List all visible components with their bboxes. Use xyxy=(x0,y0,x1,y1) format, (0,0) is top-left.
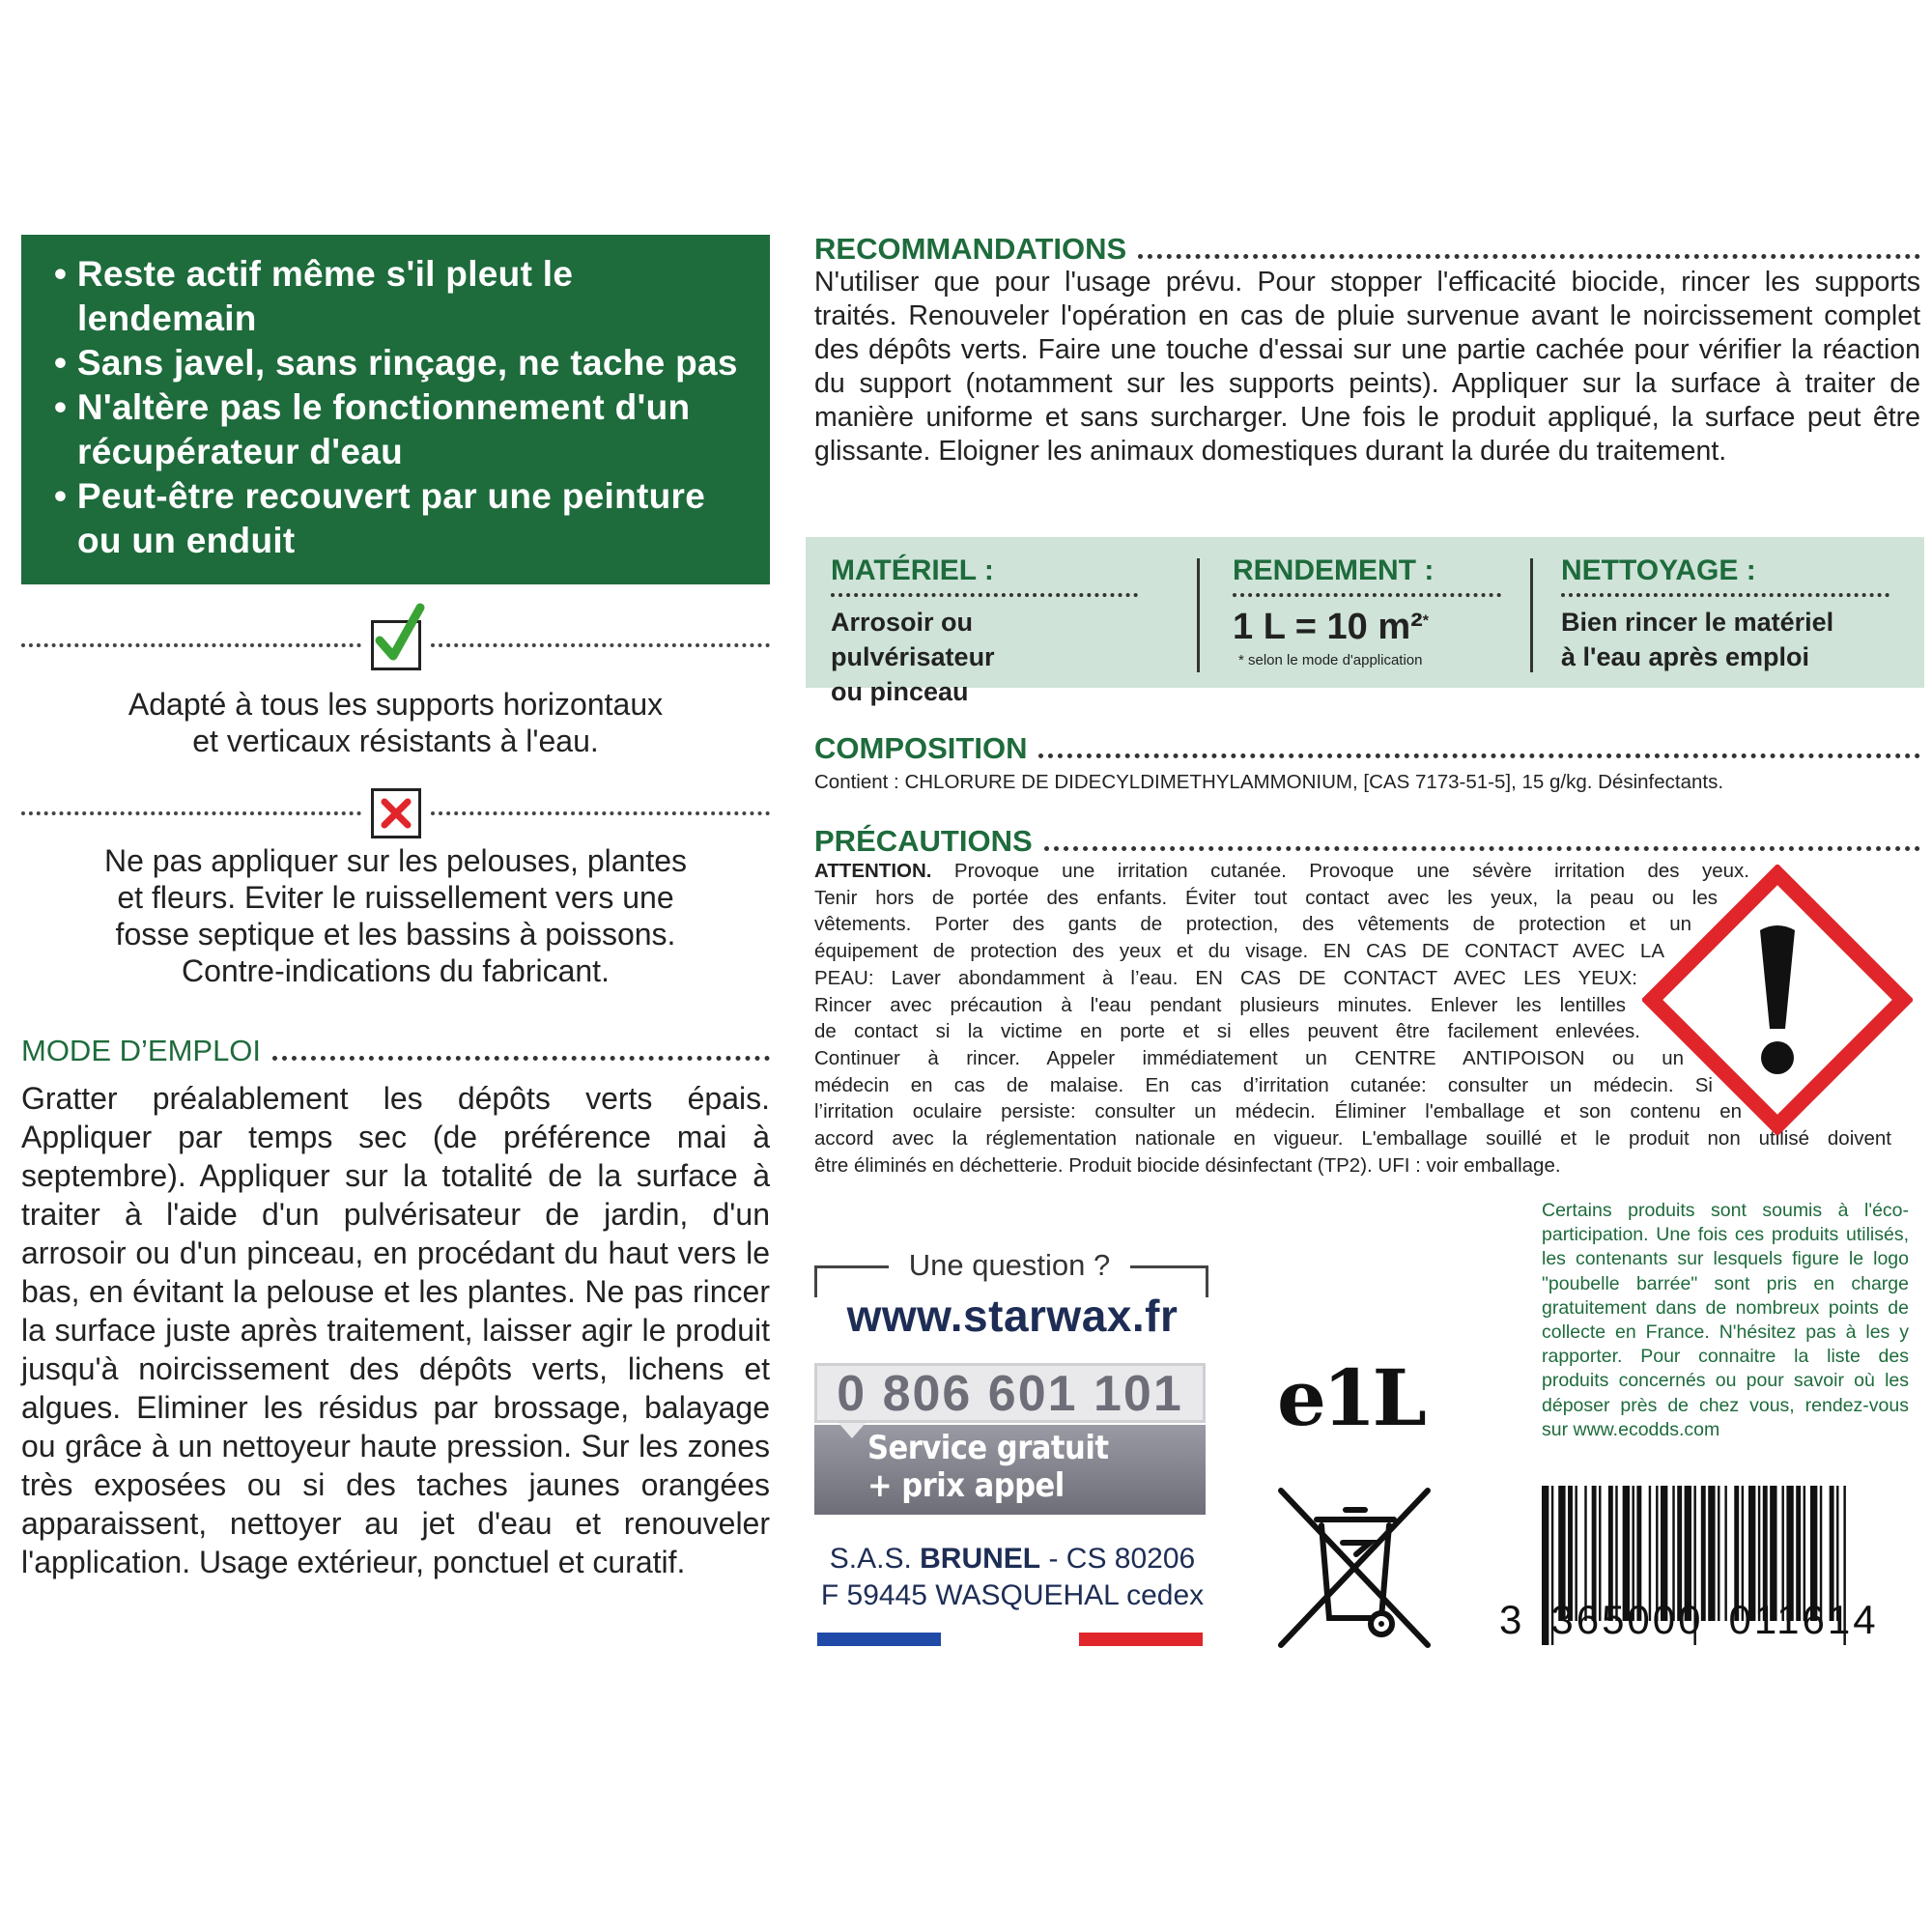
precaution-line: équipement de protection des yeux et du visage. EN CAS DE CONTACT AVEC LA xyxy=(814,940,1664,963)
rendement-column xyxy=(1233,554,1501,668)
service-line: Service gratuit xyxy=(867,1429,1109,1467)
company-name: BRUNEL xyxy=(920,1543,1041,1575)
precaution-line: ATTENTION. Provoque une irritation cutanée. Provoque une sévère irritation des yeux. xyxy=(814,860,1749,882)
suitable-text xyxy=(21,686,770,759)
rendement-title: RENDEMENT : xyxy=(1233,554,1501,597)
benefits-box xyxy=(21,235,770,584)
exclamation-hazard-icon xyxy=(1642,865,1913,1135)
nettoyage-title: NETTOYAGE : xyxy=(1561,554,1889,597)
company-city: F 59445 WASQUEHAL cedex xyxy=(820,1579,1205,1611)
question-label: Une question ? xyxy=(889,1248,1130,1283)
cross-icon xyxy=(371,788,421,838)
service-pointer xyxy=(838,1423,866,1438)
not-suitable-line: et fleurs. Eviter le ruissellement vers une xyxy=(117,880,674,915)
materiel-line: Arrosoir ou pulvérisateur xyxy=(831,608,995,671)
company-address xyxy=(814,1541,1210,1614)
nettoyage-line: Bien rincer le matériel xyxy=(1561,608,1834,637)
barcode-number xyxy=(1499,1597,1924,1643)
composition-text: Contient : CHLORURE DE DIDECYLDIMETHYLAMMONIUM, [CAS 7173-51-5], 15 g/kg. Désinfectants. xyxy=(814,771,1724,793)
benefit-item: • Sans javel, sans rinçage, ne tache pas xyxy=(39,341,749,385)
company-suffix: - CS 80206 xyxy=(1040,1543,1196,1575)
precaution-line: l’irritation oculaire persiste: consulter un médecin. Éliminer l'emballage et son contenu en xyxy=(814,1100,1742,1123)
precautions-heading xyxy=(814,824,1920,859)
volume-mark: e1L xyxy=(1277,1352,1423,1443)
check-icon xyxy=(371,620,421,670)
composition-heading xyxy=(814,731,1920,766)
recommandations-title: RECOMMANDATIONS xyxy=(814,232,1127,266)
recommandations-heading xyxy=(814,232,1920,267)
precaution-line: Continuer à rincer. Appeler immédiatement un CENTRE ANTIPOISON ou un xyxy=(814,1046,1684,1069)
rendement-star: * xyxy=(1422,612,1430,630)
not-suitable-line: Ne pas appliquer sur les pelouses, plantes xyxy=(103,843,688,878)
precaution-line: Rincer avec précaution à l'eau pendant plusieurs minutes. Enlever les lentilles xyxy=(814,993,1626,1016)
mode-emploi-title: MODE D’EMPLOI xyxy=(21,1034,262,1067)
barcode-group-left: 365000 xyxy=(1550,1597,1704,1642)
rendement-value: 1 L = 10 m² xyxy=(1233,607,1423,647)
materiel-column xyxy=(831,554,1138,709)
precaution-line: vêtements. Porter des gants de protection, des vêtements de protection et un xyxy=(814,913,1691,936)
nettoyage-line: à l'eau après emploi xyxy=(1561,642,1810,671)
precaution-line: Tenir hors de portée des enfants. Éviter tout contact avec les yeux, la peau ou les xyxy=(814,886,1718,909)
nettoyage-column xyxy=(1561,554,1889,674)
suitable-line: Adapté à tous les supports horizontaux xyxy=(128,687,664,722)
flag-red-bar xyxy=(1079,1633,1203,1646)
company-prefix: S.A.S. xyxy=(829,1543,921,1575)
barcode-digit-first: 3 xyxy=(1499,1597,1522,1642)
precaution-line: accord avec la réglementation nationale en vigueur. L'emballage souillé et le produit non utilisé doivent xyxy=(814,1127,1891,1151)
phone-number[interactable]: 0 806 601 101 xyxy=(837,1366,1183,1422)
composition-title: COMPOSITION xyxy=(814,731,1028,765)
precaution-line: être éliminés en déchetterie. Produit biocide désinfectant (TP2). UFI : voir emballage. xyxy=(814,1153,1561,1177)
benefit-item: • N'altère pas le fonctionnement d'un récupérateur d'eau xyxy=(39,385,749,474)
website-link[interactable]: www.starwax.fr xyxy=(846,1291,1179,1341)
benefit-item: • Peut-être recouvert par une peinture ou un enduit xyxy=(39,474,749,563)
eco-participation-text: Certains produits sont soumis à l'éco-participation. Une fois ces produits utilisés, les contenants sur lesquels figure le logo "poubelle barrée" sont pris en charge gratuitement dans de nombreux points de collecte en France. N'hésitez pas à les y rapporter. Pour connaitre la liste des produits concernés ou pour savoir où les déposer près de chez vous, rendez-vous sur www.ecodds.com xyxy=(1542,1200,1909,1440)
barcode-group-right: 011614 xyxy=(1728,1597,1879,1642)
attention-label: ATTENTION. xyxy=(814,860,932,882)
recommandations-text: N'utiliser que pour l'usage prévu. Pour stopper l'efficacité biocide, rincer les supports traités. Renouveler l'opération en cas de pluie survenue avant le noircissement complet des dépôts verts. Faire une touche d'essai sur une partie cachée pour vérifier la réaction du support (notamment sur les supports peints). Appliquer sur la surface à traiter de manière uniforme et sans surcharger. Une fois le produit appliqué, la surface peut être glissante. Eloigner les animaux domestiques durant la durée du traitement. xyxy=(814,267,1920,467)
not-suitable-text xyxy=(21,842,770,989)
precaution-line: médecin en cas de malaise. En cas d’irritation cutanée: consulter un médecin. Si xyxy=(814,1073,1713,1096)
mode-emploi-heading xyxy=(21,1034,770,1068)
not-suitable-line: Contre-indications du fabricant. xyxy=(182,953,610,988)
materiel-line: ou pinceau xyxy=(831,677,969,706)
service-text xyxy=(867,1430,1108,1505)
mode-emploi-text: Gratter préalablement les dépôts verts épais. Appliquer par temps sec (de préférence mai à septembre). Appliquer sur la totalité de la surface à traiter à l'aide d'un pulvérisateur de jardin, d'un arrosoir ou d'un pinceau, en procédant du haut vers le bas, en évitant la pelouse et les plantes. Ne pas rincer la surface juste après traitement, laisser agir le produit jusqu'à noircissement des dépôts verts, lichens et algues. Eliminer les résidus par brossage, balayage ou grâce à un nettoyeur haute pression. Sur les zones très exposées ou si des taches jaunes orangées apparaissent, nettoyer au jet d'eau et renouveler l'application. Usage extérieur, ponctuel et curatif. xyxy=(21,1081,770,1579)
crossed-bin-icon xyxy=(1273,1483,1437,1652)
precaution-line: de contact si la victime en porte et si elles peuvent être facilement enlevées. xyxy=(814,1020,1640,1043)
suitable-separator xyxy=(21,626,770,665)
materiel-title: MATÉRIEL : xyxy=(831,554,1138,597)
suitable-line: et verticaux résistants à l'eau. xyxy=(192,724,599,758)
not-suitable-separator xyxy=(21,794,770,833)
benefit-item: • Reste actif même s'il pleut le lendemain xyxy=(39,252,749,341)
not-suitable-line: fosse septique et les bassins à poissons. xyxy=(115,917,676,952)
precautions-title: PRÉCAUTIONS xyxy=(814,824,1033,858)
flag-blue-bar xyxy=(817,1633,941,1646)
usage-info-strip xyxy=(806,537,1924,706)
service-line: + prix appel xyxy=(867,1466,1065,1505)
precaution-line: PEAU: Laver abondamment à l’eau. EN CAS DE CONTACT AVEC LES YEUX: xyxy=(814,966,1637,989)
rendement-note: * selon le mode d'application xyxy=(1238,652,1423,668)
